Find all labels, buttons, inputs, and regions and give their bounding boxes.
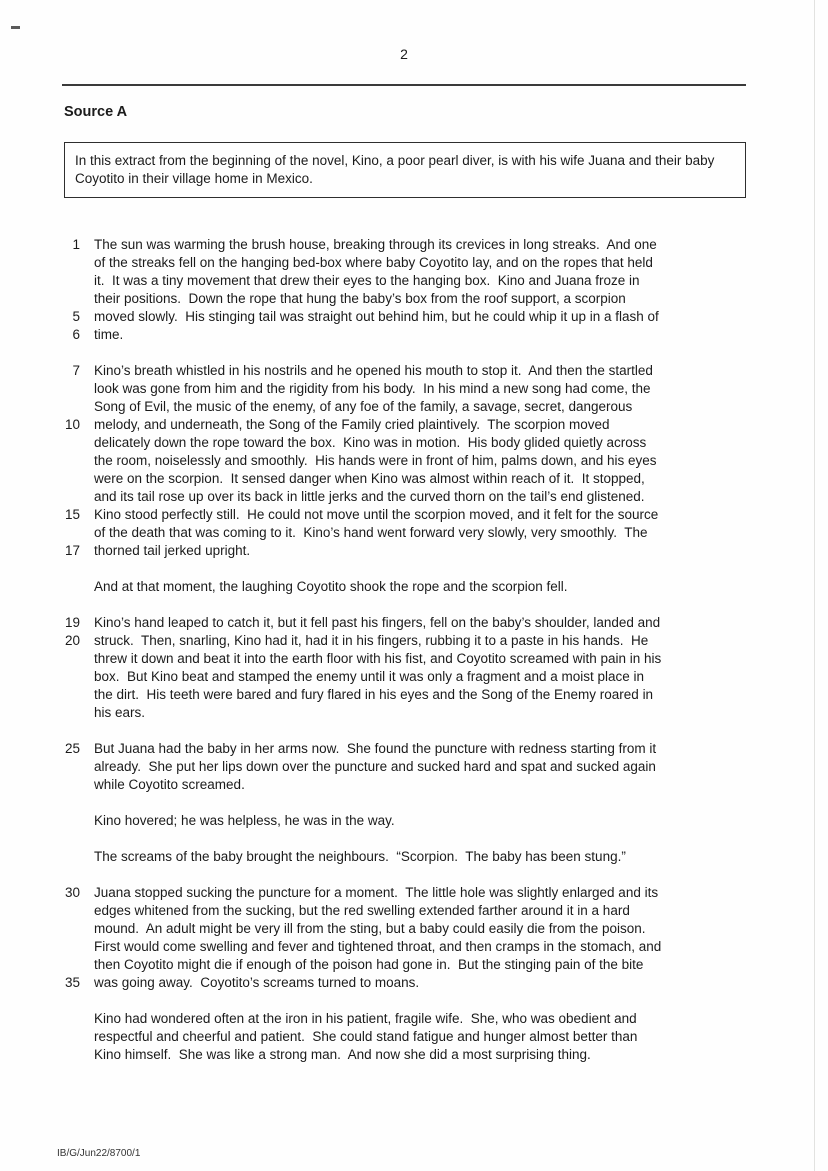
scan-artifact-line [814,0,815,1171]
intro-box [64,142,746,198]
line-number: 7 [72,363,80,378]
line-text: his ears. [94,705,146,720]
extract-text [58,236,758,1082]
line-text: the room, noiselessly and smoothly. His hands were in front of him, palms down, and his eyes [94,453,657,468]
line-text: it. It was a tiny movement that drew their eyes to the hanging box. Kino and Juana froze in [94,273,640,288]
paragraph [58,236,758,344]
text-line [58,704,758,722]
text-line [58,758,758,776]
text-line [58,668,758,686]
scan-artifact-mark [11,26,20,29]
line-text: Kino’s breath whistled in his nostrils and he opened his mouth to stop it. And then the startled [94,363,653,378]
text-line [58,740,758,758]
line-number: 30 [64,885,80,900]
text-line [58,272,758,290]
line-text: was going away. Coyotito’s screams turned to moans. [94,975,420,990]
line-text: and its tail rose up over its back in little jerks and the curved thorn on the tail’s end glistened. [94,489,645,504]
intro-text: In this extract from the beginning of the novel, Kino, a poor pearl diver, is with his wife Juana and their baby Coyotito in their village home in Mexico. [75,153,715,186]
text-line [58,290,758,308]
line-text: of the streaks fell on the hanging bed-box where baby Coyotito lay, and on the ropes that held [94,255,653,270]
text-line [58,452,758,470]
line-text: mound. An adult might be very ill from the sting, but a baby could easily die from the poison. [94,921,646,936]
text-line [58,614,758,632]
text-line [58,650,758,668]
text-line [58,506,758,524]
line-text: the dirt. His teeth were bared and fury flared in his eyes and the Song of the Enemy roared in [94,687,654,702]
line-number: 5 [72,309,80,324]
paragraph [58,884,758,992]
text-line [58,902,758,920]
text-line [58,1028,758,1046]
line-text: melody, and underneath, the Song of the Family cried plaintively. The scorpion moved [94,417,610,432]
text-line [58,578,758,596]
paragraph [58,362,758,560]
text-line [58,542,758,560]
line-text: The screams of the baby brought the neighbours. “Scorpion. The baby has been stung.” [94,849,626,864]
text-line [58,776,758,794]
line-text: Kino stood perfectly still. He could not move until the scorpion moved, and it felt for the source [94,507,659,522]
text-line [58,236,758,254]
line-text: First would come swelling and fever and tightened throat, and then cramps in the stomach, and [94,939,662,954]
line-number: 25 [64,741,80,756]
line-text: were on the scorpion. It sensed danger when Kino was almost within reach of it. It stopped, [94,471,645,486]
line-text: already. She put her lips down over the puncture and sucked hard and spat and sucked again [94,759,656,774]
text-line [58,362,758,380]
line-number: 19 [64,615,80,630]
line-text: respectful and cheerful and patient. She could stand fatigue and hunger almost better than [94,1029,638,1044]
paragraph [58,578,758,596]
line-text: of the death that was coming to it. Kino’s hand went forward very slowly, very smoothly. The [94,525,648,540]
text-line [58,380,758,398]
text-line [58,938,758,956]
paragraph [58,740,758,794]
paragraph [58,848,758,866]
line-text: Kino hovered; he was helpless, he was in the way. [94,813,395,828]
text-line [58,434,758,452]
text-line [58,326,758,344]
line-text: But Juana had the baby in her arms now. She found the puncture with redness starting from it [94,741,657,756]
text-line [58,812,758,830]
line-number: 17 [64,543,80,558]
line-text: The sun was warming the brush house, breaking through its crevices in long streaks. And one [94,237,657,252]
line-number: 35 [64,975,80,990]
text-line [58,1046,758,1064]
header-rule [62,84,746,86]
text-line [58,920,758,938]
text-line [58,398,758,416]
line-text: And at that moment, the laughing Coyotito shook the rope and the scorpion fell. [94,579,568,594]
text-line [58,974,758,992]
line-text: threw it down and beat it into the earth floor with his fist, and Coyotito screamed with pain in his [94,651,662,666]
line-text: Kino had wondered often at the iron in his patient, fragile wife. She, who was obedient and [94,1011,637,1026]
text-line [58,848,758,866]
paragraph [58,614,758,722]
line-text: while Coyotito screamed. [94,777,245,792]
text-line [58,308,758,326]
line-number: 20 [64,633,80,648]
line-text: then Coyotito might die if enough of the poison had gone in. But the stinging pain of the bite [94,957,644,972]
line-text: box. But Kino beat and stamped the enemy until it was only a fragment and a moist place in [94,669,645,684]
line-text: delicately down the rope toward the box. Kino was in motion. His body glided quietly across [94,435,647,450]
source-heading: Source A [64,104,128,120]
line-text: Song of Evil, the music of the enemy, of any foe of the family, a savage, secret, dangerous [94,399,633,414]
line-number: 6 [72,327,80,342]
text-line [58,524,758,542]
line-number: 1 [72,237,80,252]
paragraph [58,812,758,830]
text-line [58,488,758,506]
line-number: 15 [64,507,80,522]
text-line [58,632,758,650]
line-text: look was gone from him and the rigidity from his body. In his mind a new song had come, the [94,381,651,396]
page-number: 2 [400,46,408,62]
line-text: moved slowly. His stinging tail was straight out behind him, but he could whip it up in a flash of [94,309,659,324]
text-line [58,956,758,974]
text-line [58,686,758,704]
line-text: struck. Then, snarling, Kino had it, had it in his fingers, rubbing it to a paste in his hands. He [94,633,649,648]
text-line [58,1010,758,1028]
line-text: Kino’s hand leaped to catch it, but it fell past his fingers, fell on the baby’s shoulder, landed and [94,615,661,630]
line-text: Kino himself. She was like a strong man. And now she did a most surprising thing. [94,1047,591,1062]
text-line [58,884,758,902]
text-line [58,470,758,488]
paragraph [58,1010,758,1064]
line-text: their positions. Down the rope that hung the baby’s box from the roof support, a scorpion [94,291,626,306]
footer-reference: IB/G/Jun22/8700/1 [57,1148,141,1159]
line-text: time. [94,327,124,342]
line-text: thorned tail jerked upright. [94,543,251,558]
line-text: edges whitened from the sucking, but the red swelling extended farther around it in a hard [94,903,630,918]
text-line [58,416,758,434]
line-text: Juana stopped sucking the puncture for a moment. The little hole was slightly enlarged and its [94,885,659,900]
line-number: 10 [64,417,80,432]
text-line [58,254,758,272]
